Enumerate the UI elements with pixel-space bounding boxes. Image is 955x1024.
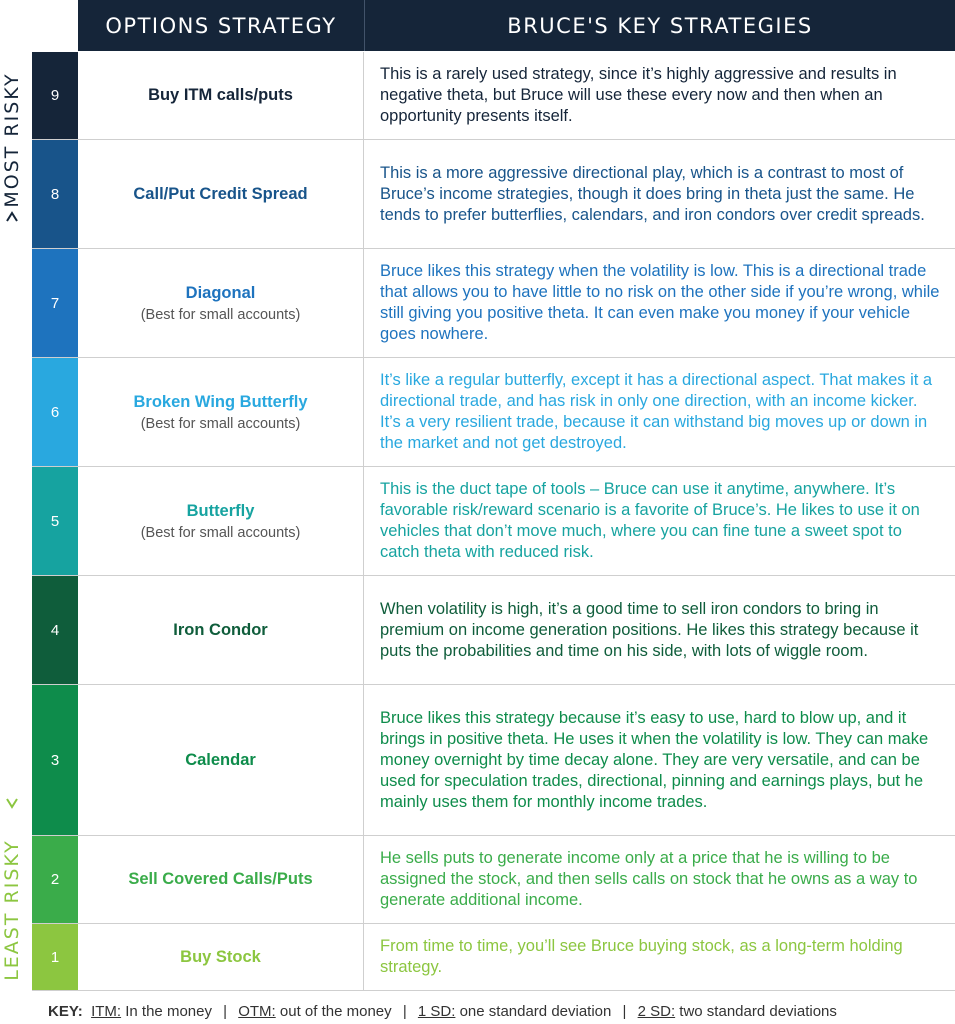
key-separator: |: [223, 1003, 228, 1020]
strategy-name: Iron Condor: [173, 620, 268, 639]
strategy-description: It’s like a regular butterfly, except it has a directional aspect. That makes it a directional trade, and has risk in only one direction, with an income kicker. It’s a very resilient trade, because it can withstand big moves up or down in the market and not get destroyed.: [380, 371, 933, 452]
key-term: OTM:: [238, 1003, 276, 1020]
strategy-name: Call/Put Credit Spread: [133, 184, 308, 203]
table-row: [32, 467, 955, 576]
risk-number: 2: [32, 836, 78, 923]
strategy-name-cell: [78, 249, 364, 357]
key-definition: out of the money: [279, 1003, 392, 1020]
strategy-name-cell: [78, 358, 364, 466]
strategy-note: (Best for small accounts): [140, 306, 301, 323]
table-row: [32, 836, 955, 924]
key-separator: |: [622, 1003, 627, 1020]
strategy-name: Diagonal: [185, 283, 256, 302]
risk-number: 7: [32, 249, 78, 357]
key-separator: |: [402, 1003, 407, 1020]
table-header: [78, 0, 955, 51]
strategy-description: This is a rarely used strategy, since it’s highly aggressive and results in negative theta, but Bruce will use these every now and then when an opportunity presents itself.: [380, 65, 897, 125]
key-definition: one standard deviation: [459, 1003, 612, 1020]
strategy-name: Sell Covered Calls/Puts: [128, 870, 313, 888]
risk-number: 6: [32, 358, 78, 466]
strategy-name-cell: [78, 52, 364, 139]
table-row: [32, 358, 955, 467]
risk-number: 9: [32, 52, 78, 139]
risk-axis: [0, 0, 24, 1000]
table-row: [32, 576, 955, 685]
strategy-name: Buy Stock: [180, 947, 261, 966]
strategy-name-cell: [78, 836, 364, 923]
header-key-strategies: BRUCE'S KEY STRATEGIES: [507, 13, 813, 38]
strategy-description: This is a more aggressive directional play, which is a contrast to most of Bruce’s income strategies, though it does bring in theta just the same. He tends to prefer butterflies, calendars, and iron condors over credit spreads.: [380, 163, 925, 224]
key-definition: two standard deviations: [679, 1003, 837, 1020]
strategy-name-cell: [78, 467, 364, 575]
key-term: 2 SD:: [637, 1003, 676, 1020]
strategy-name-cell: [78, 576, 364, 684]
strategy-description: From time to time, you’ll see Bruce buying stock, as a long-term holding strategy.: [380, 937, 903, 976]
strategy-name-cell: [78, 140, 364, 248]
table-row: [32, 249, 955, 358]
key-definition: In the money: [125, 1003, 212, 1020]
strategy-name: Butterfly: [186, 501, 255, 520]
key-term: ITM:: [91, 1003, 122, 1020]
strategy-name-cell: [78, 685, 364, 835]
strategy-description: Bruce likes this strategy because it’s easy to use, hard to blow up, and it brings in positive theta. He uses it when the volatility is low. They can make money overnight by time decay alone. They are very versatile, and can be used for speculation trades, directional, pinning and earnings plays, but he mainly uses them for monthly income trades.: [380, 708, 929, 811]
risk-number: 1: [32, 924, 78, 990]
strategy-description: Bruce likes this strategy when the volatility is low. This is a directional trade that allows you to have little to no risk on the other side if you’re wrong, while still giving you positive theta. It can even make you money if your vehicle goes nowhere.: [380, 262, 940, 343]
strategy-name: Calendar: [185, 750, 256, 769]
strategy-description: When volatility is high, it’s a good time to sell iron condors to bring in premium on income generation positions. He likes this strategy because it puts the probabilities and time on his side, with lots of wiggle room.: [380, 599, 919, 660]
strategy-description: This is the duct tape of tools – Bruce can use it anytime, anywhere. It’s favorable risk/reward scenario is a favorite of Bruce’s. He likes to use it on vehicles that don’t move much, where you can fine tune a sweet spot to catch theta with reduced risk.: [380, 480, 920, 561]
table-row: [32, 924, 955, 991]
header-options-strategy: OPTIONS STRATEGY: [78, 0, 365, 51]
table-row: [32, 685, 955, 836]
table-row: [32, 52, 955, 140]
risk-number: 8: [32, 140, 78, 248]
most-risky-label: MOST RISKY: [1, 72, 23, 208]
strategy-name: Broken Wing Butterfly: [133, 392, 308, 411]
strategy-name: Buy ITM calls/puts: [148, 86, 293, 104]
key-label: KEY:: [48, 1003, 83, 1020]
risk-number: 3: [32, 685, 78, 835]
strategy-description: He sells puts to generate income only at a price that he is willing to be assigned the stock, and then sells calls on stock that he owns as a way to generate additional income.: [380, 849, 918, 909]
risk-arrow-icon: [4, 210, 20, 810]
risk-number: 5: [32, 467, 78, 575]
strategy-note: (Best for small accounts): [140, 415, 301, 432]
risk-number: 4: [32, 576, 78, 684]
strategy-table: [32, 52, 955, 991]
key-legend: [48, 1003, 837, 1020]
strategy-note: (Best for small accounts): [140, 524, 301, 541]
table-row: [32, 140, 955, 249]
strategy-name-cell: [78, 924, 364, 990]
key-term: 1 SD:: [417, 1003, 456, 1020]
least-risky-label: LEAST RISKY: [1, 839, 23, 981]
